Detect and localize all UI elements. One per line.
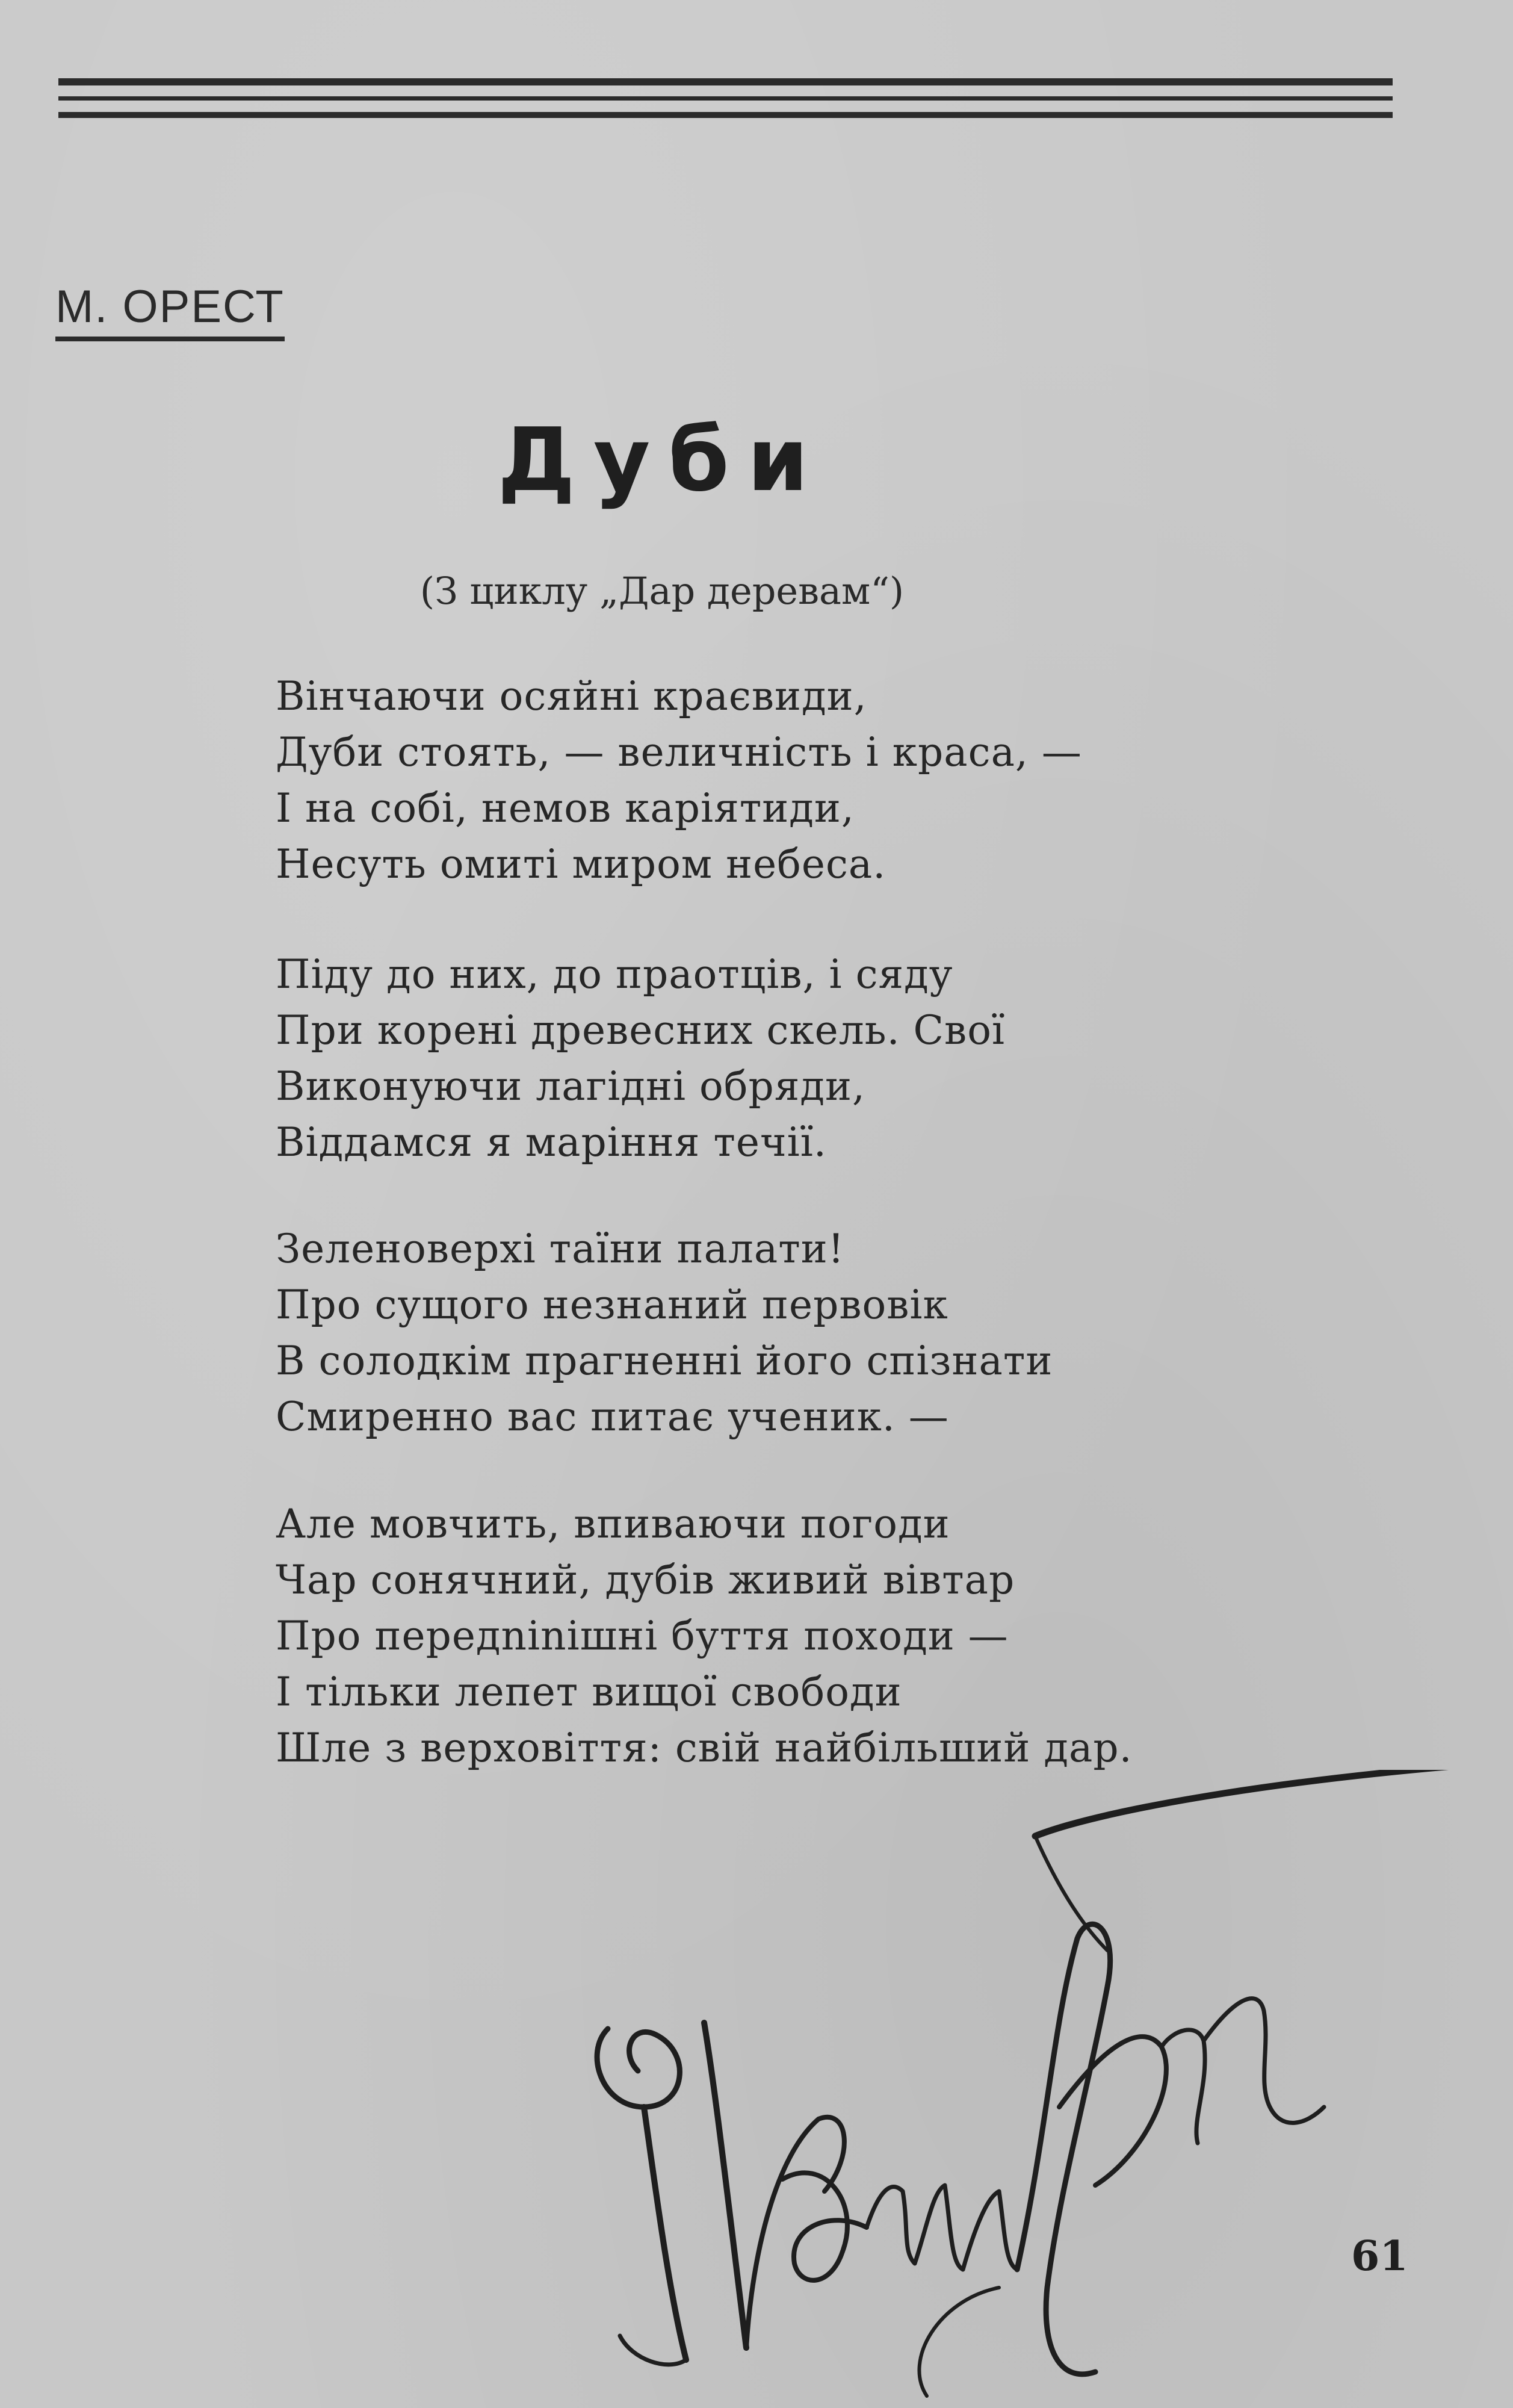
verse-line: Віддамся я маріння течії. [276,1119,827,1165]
stanza-1 [276,668,1082,892]
verse-line: І на собі, немов каріятиди, [276,785,855,831]
author-name: М. ОРЕСТ [55,281,285,341]
verse-line: Шле з верховіття: свій найбільший дар. [276,1725,1133,1771]
poem-title: Дуби [497,409,827,511]
verse-line: Піду до них, до праотців, і сяду [276,951,953,998]
header-rule-top [58,78,1393,85]
verse-line: Про сущого незнаний первовік [276,1282,948,1328]
verse-line: Смиренно вас питає ученик. — [276,1394,949,1440]
verse-line: При корені древесних скель. Свої [276,1007,1006,1054]
stanza-2 [276,946,1005,1170]
header-rule-middle [58,96,1393,101]
verse-line: Вінчаючи осяйні краєвиди, [276,673,867,719]
stanza-3 [276,1221,1053,1445]
verse-line: Про передninішні буття походи — [276,1613,1009,1659]
page-number: 61 [1351,2232,1408,2280]
verse-line: Виконуючи лагідні обряди, [276,1063,866,1109]
header-rule-bottom [58,112,1393,118]
verse-line: Несуть омиті миром небеса. [276,841,886,887]
verse-line: В солодкім прагненні його спізнати [276,1338,1053,1384]
verse-line: Але мовчить, впиваючи погоди [276,1501,950,1547]
stanza-4 [276,1496,1133,1776]
verse-line: Зеленоверхі таїни палати! [276,1226,845,1272]
verse-line: І тільки лепет вищої свободи [276,1669,902,1715]
handwritten-signature-icon [566,1770,1513,2408]
poem-subtitle: (З циклу „Дар деревам“) [419,569,905,613]
verse-line: Дуби стоять, — величність і краса, — [276,729,1082,775]
verse-line: Чар сонячний, дубів живий вівтар [276,1557,1015,1603]
